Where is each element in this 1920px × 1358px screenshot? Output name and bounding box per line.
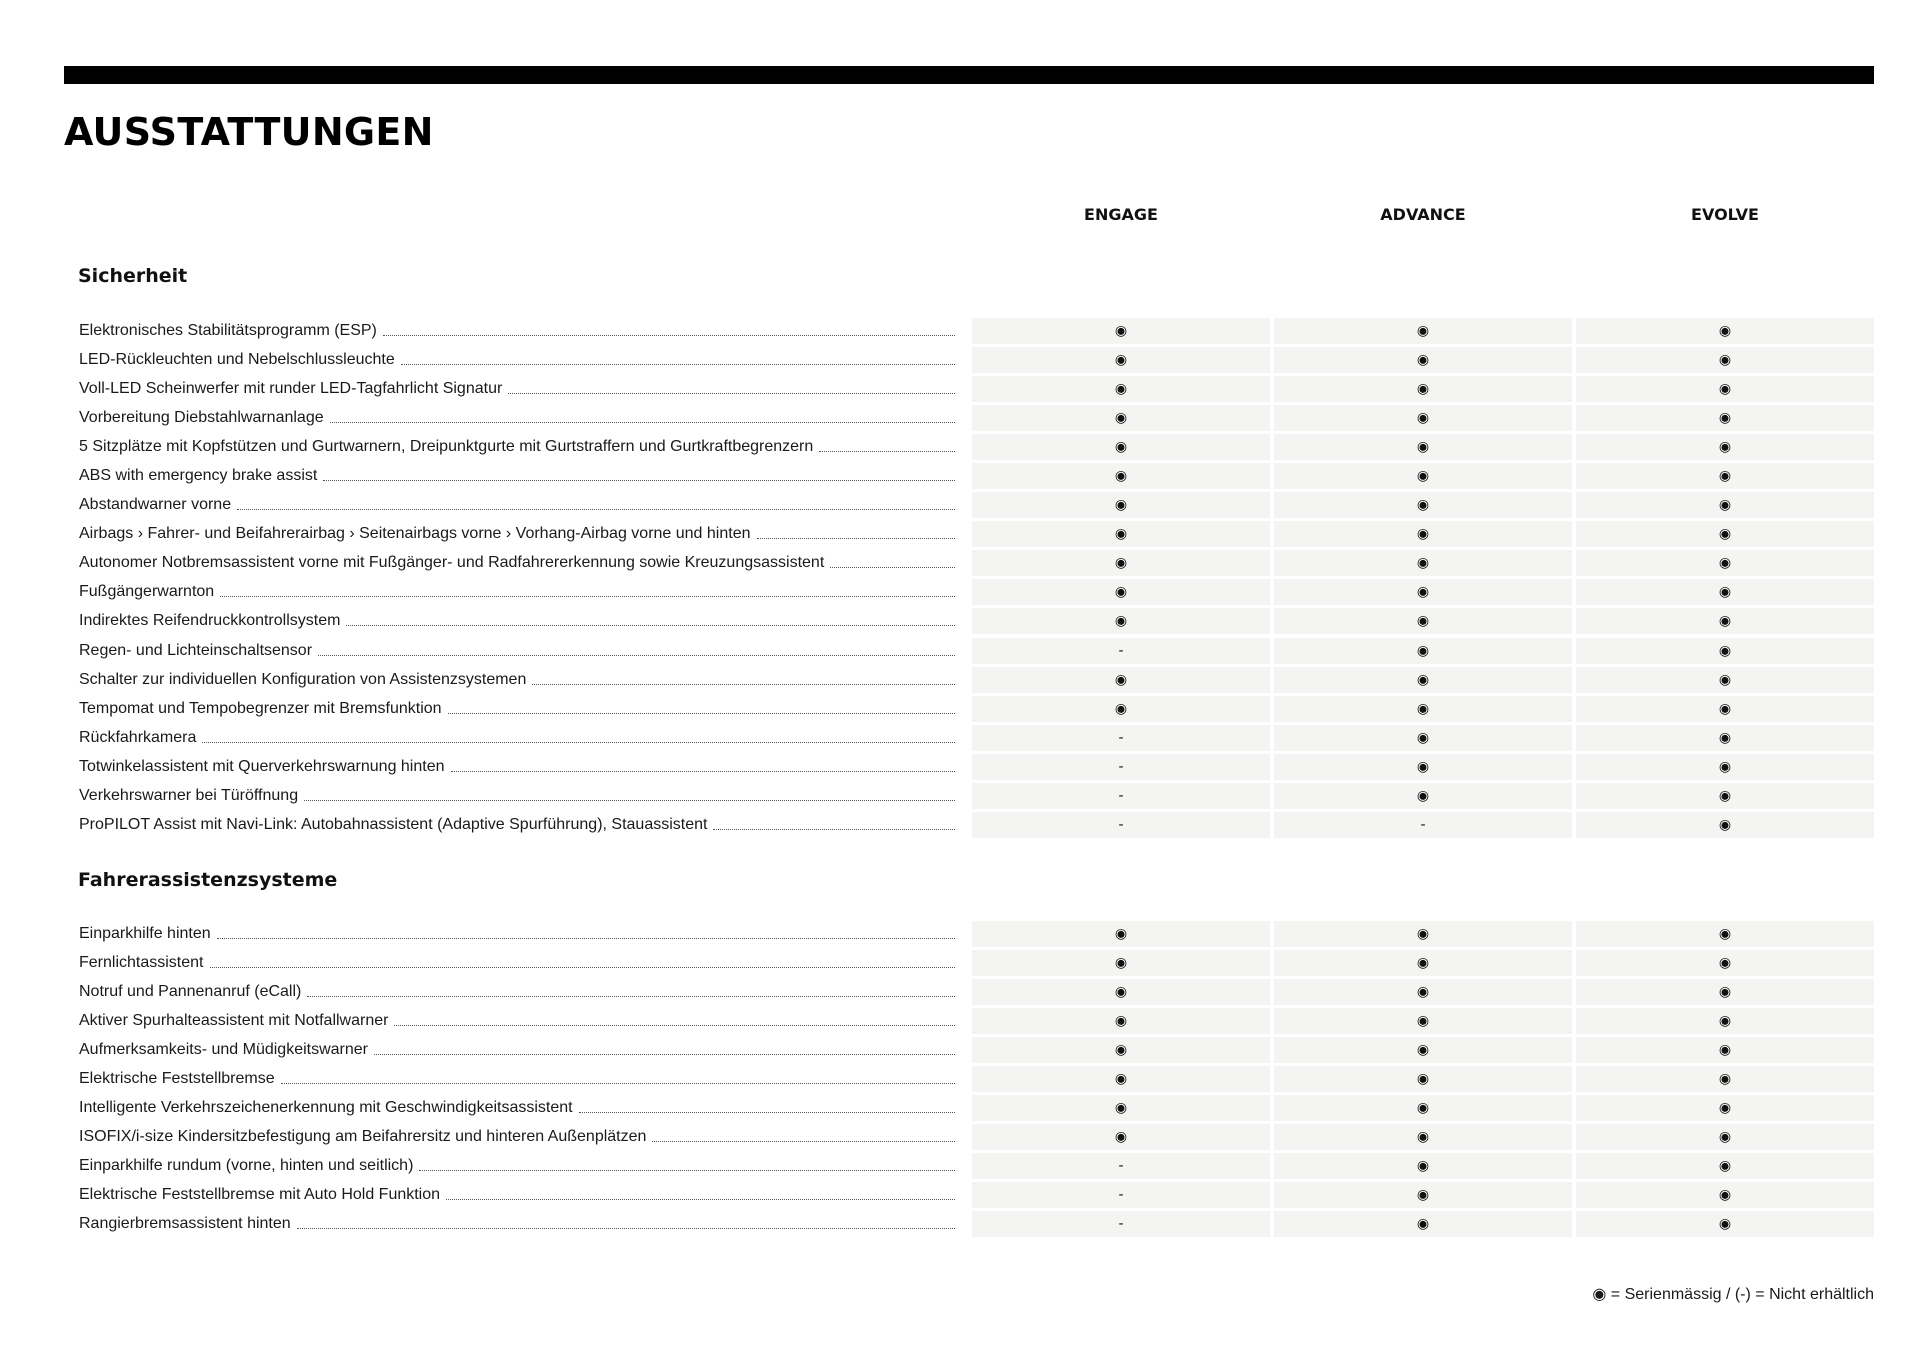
table-row: [79, 374, 1874, 403]
availability-cell-engage: ◉: [972, 347, 1270, 373]
availability-cell-engage: -: [972, 638, 1270, 664]
availability-cell-engage: ◉: [972, 376, 1270, 402]
feature-label: Regen- und Lichteinschaltsensor: [79, 641, 313, 659]
feature-label: Elektrische Feststellbremse mit Auto Hold Funktion: [79, 1186, 441, 1204]
availability-cell-engage: -: [972, 812, 1270, 838]
availability-cell-advance: ◉: [1274, 1037, 1572, 1063]
availability-cell-advance: ◉: [1274, 579, 1572, 605]
feature-label-wrap: [79, 948, 955, 977]
availability-cell-engage: -: [972, 1153, 1270, 1179]
feature-label: ABS with emergency brake assist: [79, 467, 318, 485]
dot-leader: [451, 771, 956, 772]
dot-leader: [532, 684, 955, 685]
feature-label: Elektrische Feststellbremse: [79, 1070, 275, 1088]
table-row: [79, 1094, 1874, 1123]
table-row: [79, 1064, 1874, 1093]
availability-cell-engage: ◉: [972, 696, 1270, 722]
availability-cell-evolve: ◉: [1576, 550, 1874, 576]
table-row: [79, 578, 1874, 607]
feature-label: Verkehrswarner bei Türöffnung: [79, 787, 299, 805]
table-row: [79, 607, 1874, 636]
availability-cell-evolve: ◉: [1576, 1211, 1874, 1237]
availability-cell-evolve: ◉: [1576, 1182, 1874, 1208]
column-header-advance: ADVANCE: [1380, 205, 1466, 224]
feature-label: ProPILOT Assist mit Navi-Link: Autobahnassistent (Adaptive Spurführung), Stauassistent: [79, 816, 708, 834]
availability-cell-evolve: ◉: [1576, 376, 1874, 402]
availability-cell-engage: ◉: [972, 492, 1270, 518]
feature-label: Totwinkelassistent mit Querverkehrswarnung hinten: [79, 757, 445, 775]
dot-leader: [237, 509, 955, 510]
availability-cells: [972, 521, 1874, 547]
availability-cells: [972, 921, 1874, 947]
feature-label: Airbags › Fahrer- und Beifahrerairbag › Seitenairbags vorne › Vorhang-Airbag vorne und hinten: [79, 525, 751, 543]
table-row: [79, 549, 1874, 578]
feature-label: Voll-LED Scheinwerfer mit runder LED-Tagfahrlicht Signatur: [79, 379, 503, 397]
dot-leader: [446, 1199, 955, 1200]
availability-cell-advance: ◉: [1274, 521, 1572, 547]
availability-cell-advance: ◉: [1274, 434, 1572, 460]
availability-cells: [972, 434, 1874, 460]
availability-cell-evolve: ◉: [1576, 1008, 1874, 1034]
feature-table-sicherheit: [79, 316, 1874, 840]
availability-cell-advance: ◉: [1274, 608, 1572, 634]
feature-label: ISOFIX/i-size Kindersitzbefestigung am Beifahrersitz und hinteren Außenplätzen: [79, 1128, 647, 1146]
availability-cell-evolve: ◉: [1576, 921, 1874, 947]
availability-cell-advance: ◉: [1274, 921, 1572, 947]
availability-cell-evolve: ◉: [1576, 667, 1874, 693]
feature-label: Rangierbremsassistent hinten: [79, 1215, 291, 1233]
dot-leader: [652, 1141, 955, 1142]
table-row: [79, 752, 1874, 781]
feature-label: Aufmerksamkeits- und Müdigkeitswarner: [79, 1040, 368, 1058]
availability-cell-evolve: ◉: [1576, 754, 1874, 780]
availability-cells: [972, 492, 1874, 518]
feature-label: Aktiver Spurhalteassistent mit Notfallwarner: [79, 1011, 389, 1029]
feature-label-wrap: [79, 461, 955, 490]
availability-cell-advance: ◉: [1274, 1008, 1572, 1034]
availability-cell-evolve: ◉: [1576, 579, 1874, 605]
availability-cell-advance: ◉: [1274, 1211, 1572, 1237]
availability-cell-engage: -: [972, 1211, 1270, 1237]
availability-cells: [972, 1124, 1874, 1150]
feature-label-wrap: [79, 919, 955, 948]
availability-cell-engage: ◉: [972, 667, 1270, 693]
dot-leader: [383, 335, 955, 336]
availability-cell-evolve: ◉: [1576, 521, 1874, 547]
legend: ◉ = Serienmässig / (-) = Nicht erhältlich: [1592, 1286, 1874, 1303]
availability-cell-advance: ◉: [1274, 1095, 1572, 1121]
table-row: [79, 782, 1874, 811]
availability-cell-engage: -: [972, 1182, 1270, 1208]
feature-label-wrap: [79, 520, 955, 549]
feature-label: Rückfahrkamera: [79, 728, 197, 746]
availability-cell-advance: ◉: [1274, 979, 1572, 1005]
table-row: [79, 520, 1874, 549]
availability-cells: [972, 579, 1874, 605]
feature-label: Vorbereitung Diebstahlwarnanlage: [79, 408, 324, 426]
table-row: [79, 316, 1874, 345]
availability-cell-advance: ◉: [1274, 550, 1572, 576]
availability-cell-advance: ◉: [1274, 347, 1572, 373]
table-row: [79, 491, 1874, 520]
feature-label-wrap: [79, 1006, 955, 1035]
feature-label-wrap: [79, 694, 955, 723]
availability-cells: [972, 638, 1874, 664]
table-row: [79, 919, 1874, 948]
availability-cells: [972, 696, 1874, 722]
dot-leader: [830, 567, 955, 568]
availability-cell-advance: ◉: [1274, 1066, 1572, 1092]
feature-label-wrap: [79, 316, 955, 345]
feature-label-wrap: [79, 345, 955, 374]
feature-label-wrap: [79, 491, 955, 520]
feature-label: 5 Sitzplätze mit Kopfstützen und Gurtwarnern, Dreipunktgurte mit Gurtstraffern und Gurtkraftbegrenzern: [79, 437, 814, 455]
availability-cell-engage: -: [972, 754, 1270, 780]
dot-leader: [819, 451, 955, 452]
availability-cell-engage: ◉: [972, 434, 1270, 460]
availability-cell-evolve: ◉: [1576, 1153, 1874, 1179]
dot-leader: [448, 713, 955, 714]
feature-label-wrap: [79, 977, 955, 1006]
dot-leader: [281, 1083, 955, 1084]
feature-label: Schalter zur individuellen Konfiguration von Assistenzsystemen: [79, 670, 527, 688]
availability-cells: [972, 667, 1874, 693]
dot-leader: [330, 422, 955, 423]
availability-cell-advance: ◉: [1274, 1153, 1572, 1179]
availability-cell-advance: ◉: [1274, 754, 1572, 780]
feature-label: Abstandwarner vorne: [79, 496, 232, 514]
availability-cell-engage: ◉: [972, 318, 1270, 344]
feature-label-wrap: [79, 636, 955, 665]
dot-leader: [346, 625, 955, 626]
availability-cell-engage: ◉: [972, 1124, 1270, 1150]
availability-cell-advance: ◉: [1274, 667, 1572, 693]
availability-cell-advance: ◉: [1274, 1182, 1572, 1208]
feature-label-wrap: [79, 1123, 955, 1152]
dot-leader: [297, 1228, 955, 1229]
feature-label-wrap: [79, 432, 955, 461]
feature-label: Fernlichtassistent: [79, 953, 204, 971]
feature-label-wrap: [79, 607, 955, 636]
availability-cell-engage: -: [972, 783, 1270, 809]
table-row: [79, 723, 1874, 752]
availability-cell-advance: ◉: [1274, 463, 1572, 489]
availability-cell-engage: ◉: [972, 550, 1270, 576]
dot-leader: [307, 996, 955, 997]
dot-leader: [210, 967, 956, 968]
feature-label-wrap: [79, 811, 955, 840]
dot-leader: [323, 480, 955, 481]
availability-cells: [972, 812, 1874, 838]
availability-cell-evolve: ◉: [1576, 638, 1874, 664]
availability-cell-evolve: ◉: [1576, 608, 1874, 634]
availability-cell-advance: ◉: [1274, 405, 1572, 431]
availability-cell-evolve: ◉: [1576, 405, 1874, 431]
table-row: [79, 811, 1874, 840]
availability-cell-engage: ◉: [972, 608, 1270, 634]
availability-cells: [972, 1095, 1874, 1121]
feature-label-wrap: [79, 1210, 955, 1239]
dot-leader: [508, 393, 955, 394]
availability-cell-engage: ◉: [972, 579, 1270, 605]
table-row: [79, 977, 1874, 1006]
dot-leader: [757, 538, 956, 539]
dot-leader: [318, 655, 955, 656]
availability-cells: [972, 1066, 1874, 1092]
availability-cell-advance: ◉: [1274, 950, 1572, 976]
availability-cells: [972, 754, 1874, 780]
availability-cell-advance: ◉: [1274, 783, 1572, 809]
feature-label-wrap: [79, 1035, 955, 1064]
availability-cells: [972, 950, 1874, 976]
availability-cell-evolve: ◉: [1576, 1037, 1874, 1063]
availability-cell-engage: ◉: [972, 463, 1270, 489]
table-row: [79, 1123, 1874, 1152]
dot-leader: [374, 1054, 955, 1055]
table-row: [79, 345, 1874, 374]
feature-label-wrap: [79, 665, 955, 694]
feature-label: Tempomat und Tempobegrenzer mit Bremsfunktion: [79, 699, 442, 717]
availability-cells: [972, 1008, 1874, 1034]
availability-cells: [972, 1037, 1874, 1063]
feature-label: Einparkhilfe hinten: [79, 924, 211, 942]
availability-cell-evolve: ◉: [1576, 434, 1874, 460]
availability-cell-advance: -: [1274, 812, 1572, 838]
availability-cells: [972, 405, 1874, 431]
availability-cells: [972, 1153, 1874, 1179]
availability-cell-engage: -: [972, 725, 1270, 751]
column-header-engage: ENGAGE: [1084, 205, 1158, 224]
feature-label-wrap: [79, 1064, 955, 1093]
availability-cells: [972, 979, 1874, 1005]
availability-cell-evolve: ◉: [1576, 1124, 1874, 1150]
availability-cells: [972, 347, 1874, 373]
availability-cell-evolve: ◉: [1576, 492, 1874, 518]
feature-label: Intelligente Verkehrszeichenerkennung mit Geschwindigkeitsassistent: [79, 1099, 573, 1117]
trim-column-headers: [972, 203, 1874, 227]
availability-cell-evolve: ◉: [1576, 347, 1874, 373]
feature-label: Indirektes Reifendruckkontrollsystem: [79, 612, 341, 630]
availability-cell-engage: ◉: [972, 950, 1270, 976]
availability-cells: [972, 608, 1874, 634]
dot-leader: [713, 829, 955, 830]
availability-cells: [972, 1182, 1874, 1208]
feature-label-wrap: [79, 578, 955, 607]
availability-cell-advance: ◉: [1274, 638, 1572, 664]
table-row: [79, 461, 1874, 490]
dot-leader: [394, 1025, 955, 1026]
table-row: [79, 694, 1874, 723]
table-row: [79, 948, 1874, 977]
availability-cell-evolve: ◉: [1576, 979, 1874, 1005]
section-title-fahrerassistenzsysteme: Fahrerassistenzsysteme: [78, 869, 338, 891]
feature-label-wrap: [79, 403, 955, 432]
availability-cell-engage: ◉: [972, 1095, 1270, 1121]
table-row: [79, 432, 1874, 461]
header-bar: [64, 66, 1874, 84]
availability-cell-advance: ◉: [1274, 725, 1572, 751]
feature-table-fahrerassistenzsysteme: [79, 919, 1874, 1239]
dot-leader: [217, 938, 955, 939]
availability-cell-evolve: ◉: [1576, 696, 1874, 722]
availability-cells: [972, 550, 1874, 576]
availability-cell-advance: ◉: [1274, 318, 1572, 344]
table-row: [79, 403, 1874, 432]
table-row: [79, 1210, 1874, 1239]
table-row: [79, 1181, 1874, 1210]
table-row: [79, 636, 1874, 665]
dot-leader: [304, 800, 955, 801]
feature-label: Autonomer Notbremsassistent vorne mit Fußgänger- und Radfahrererkennung sowie Kreuzungsassistent: [79, 554, 825, 572]
feature-label-wrap: [79, 782, 955, 811]
availability-cell-evolve: ◉: [1576, 812, 1874, 838]
dot-leader: [202, 742, 955, 743]
availability-cell-evolve: ◉: [1576, 1095, 1874, 1121]
availability-cells: [972, 1211, 1874, 1237]
availability-cell-advance: ◉: [1274, 1124, 1572, 1150]
availability-cells: [972, 376, 1874, 402]
column-header-evolve: EVOLVE: [1691, 205, 1759, 224]
feature-label-wrap: [79, 1152, 955, 1181]
availability-cell-evolve: ◉: [1576, 725, 1874, 751]
feature-label-wrap: [79, 723, 955, 752]
dot-leader: [419, 1170, 955, 1171]
feature-label: Fußgängerwarnton: [79, 583, 215, 601]
feature-label-wrap: [79, 549, 955, 578]
availability-cell-engage: ◉: [972, 921, 1270, 947]
availability-cells: [972, 318, 1874, 344]
availability-cell-engage: ◉: [972, 521, 1270, 547]
availability-cells: [972, 463, 1874, 489]
availability-cell-engage: ◉: [972, 1008, 1270, 1034]
feature-label-wrap: [79, 752, 955, 781]
table-row: [79, 1035, 1874, 1064]
availability-cell-engage: ◉: [972, 405, 1270, 431]
availability-cell-evolve: ◉: [1576, 463, 1874, 489]
feature-label-wrap: [79, 1094, 955, 1123]
feature-label: LED-Rückleuchten und Nebelschlussleuchte: [79, 350, 395, 368]
dot-leader: [401, 364, 955, 365]
availability-cell-evolve: ◉: [1576, 783, 1874, 809]
availability-cells: [972, 725, 1874, 751]
availability-cells: [972, 783, 1874, 809]
availability-cell-evolve: ◉: [1576, 1066, 1874, 1092]
availability-cell-engage: ◉: [972, 1037, 1270, 1063]
dot-leader: [220, 596, 955, 597]
availability-cell-evolve: ◉: [1576, 318, 1874, 344]
page-title: AUSSTATTUNGEN: [64, 110, 434, 154]
table-row: [79, 665, 1874, 694]
availability-cell-evolve: ◉: [1576, 950, 1874, 976]
availability-cell-advance: ◉: [1274, 696, 1572, 722]
section-title-sicherheit: Sicherheit: [78, 265, 188, 287]
table-row: [79, 1152, 1874, 1181]
availability-cell-advance: ◉: [1274, 376, 1572, 402]
table-row: [79, 1006, 1874, 1035]
feature-label-wrap: [79, 374, 955, 403]
dot-leader: [579, 1112, 955, 1113]
feature-label: Einparkhilfe rundum (vorne, hinten und seitlich): [79, 1157, 414, 1175]
availability-cell-engage: ◉: [972, 1066, 1270, 1092]
availability-cell-engage: ◉: [972, 979, 1270, 1005]
feature-label: Notruf und Pannenanruf (eCall): [79, 982, 302, 1000]
feature-label: Elektronisches Stabilitätsprogramm (ESP): [79, 321, 377, 339]
availability-cell-advance: ◉: [1274, 492, 1572, 518]
feature-label-wrap: [79, 1181, 955, 1210]
